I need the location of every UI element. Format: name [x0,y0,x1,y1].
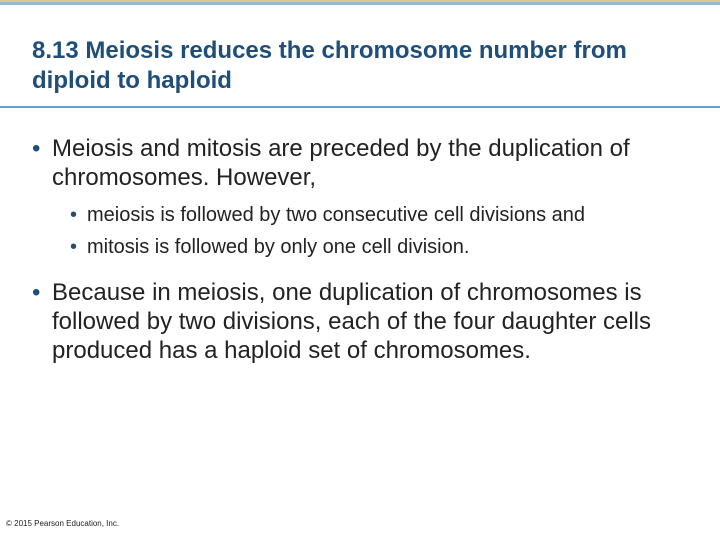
slide-content [32,134,692,365]
bullet-text: Meiosis and mitosis are preceded by the duplication of chromosomes. However, [52,135,630,191]
sub-bullet-text: mitosis is followed by only one cell division. [87,236,470,258]
bullet-item [32,278,692,365]
bullet-dot: • [32,135,41,162]
sub-bullet-text: meiosis is followed by two consecutive cell divisions and [87,204,586,226]
slide-title: 8.13 Meiosis reduces the chromosome number from diploid to haploid [32,37,627,94]
sub-bullet-dot: • [70,204,78,226]
sub-bullet-dot: • [70,236,78,258]
bullet-item [32,134,692,192]
top-accent-bar [0,0,720,5]
copyright-footer: © 2015 Pearson Education, Inc. [6,519,120,528]
sub-bullet-item [32,202,692,228]
title-divider [0,106,720,108]
bullet-dot: • [32,279,41,306]
sub-bullet-item [32,234,692,260]
bullet-text: Because in meiosis, one duplication of chromosomes is followed by two divisions, each of the four daughter cells produced has a haploid set of chromosomes. [52,279,652,364]
